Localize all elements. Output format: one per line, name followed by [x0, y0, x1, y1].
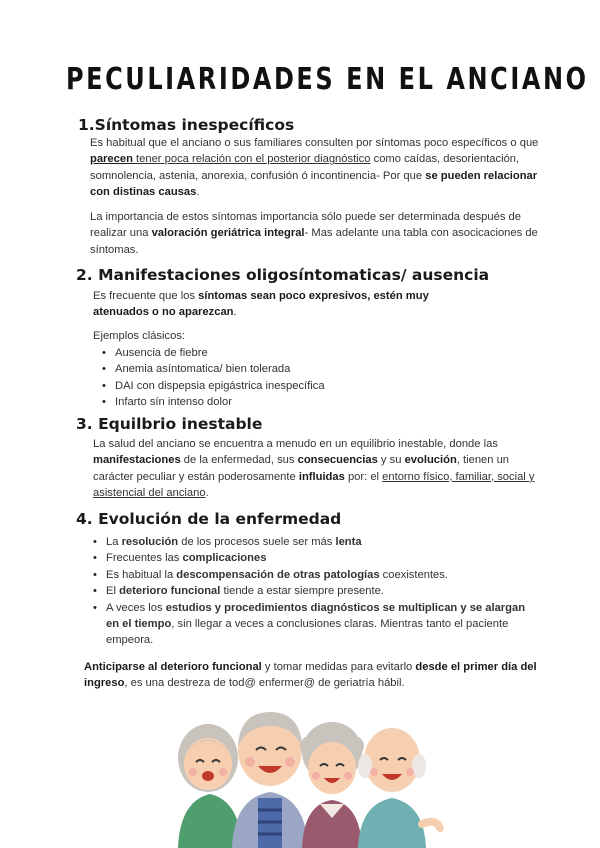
- list-item: • Ausencia de fiebre: [102, 345, 502, 361]
- list-item: [93, 567, 533, 583]
- list-item: [93, 534, 533, 550]
- text-run: A veces los: [106, 601, 166, 614]
- page-title: PECULIARIDADES EN EL ANCIANO: [66, 62, 589, 97]
- text-run: de la enfermedad, sus: [180, 454, 298, 467]
- elderly-man-teal-icon: [358, 728, 440, 848]
- examples-label: Ejemplos clásicos:: [93, 330, 186, 342]
- elderly-group-illustration: [160, 706, 450, 848]
- text-run: tiende a estar siempre presente.: [220, 585, 384, 598]
- section-1-paragraph-1: [90, 135, 540, 201]
- text-run: tener poca relación con el posterior diagnóstico: [132, 153, 371, 166]
- bold-text: valoración geriátrica integral: [151, 227, 305, 240]
- text-run: , sin llegar a veces a conclusiones claras. Mientras tanto el paciente empeora.: [106, 618, 509, 647]
- list-item: [93, 583, 533, 599]
- text-run: entorno físico, familiar, social y asistencial del anciano: [93, 470, 535, 500]
- text-run: o que: [507, 137, 539, 149]
- list-item: [93, 550, 533, 566]
- section-2-heading: 2. Manifestaciones oligosíntomaticas/ ausencia: [76, 266, 490, 284]
- text-run: y su: [377, 454, 405, 467]
- text-run: El: [106, 585, 120, 598]
- bold-text: parecen: [90, 153, 133, 166]
- bold-text: estudios y procedimientos diagnósticos se multiplican y se alargan en el tiempo: [106, 601, 526, 631]
- text-run: , es una destreza de tod@ enfermer@ de geriatría hábil.: [124, 677, 405, 690]
- text-run: .: [233, 306, 237, 319]
- text-run: La importancia de estos síntomas importancia sólo puede ser determinada después de realizar una: [90, 211, 521, 240]
- bold-text: deterioro funcional: [119, 585, 221, 598]
- text-run: La: [106, 536, 122, 548]
- text-run: - Mas adelante una tabla con asocicaciones de síntomas.: [90, 227, 538, 256]
- text-run: La salud del anciano se encuentra a menudo en un equilibrio inestable, donde las: [93, 438, 498, 450]
- text-run: Frecuentes las: [106, 552, 183, 565]
- bold-text: desde el primer día del ingreso: [84, 661, 537, 690]
- text-run: .: [205, 487, 209, 500]
- text-run: .: [196, 186, 200, 199]
- bold-text: influidas: [298, 470, 345, 483]
- section-2-paragraph: [93, 288, 463, 321]
- bold-text: se pueden relacionar con distinas causas: [90, 169, 538, 199]
- bold-text: consecuencias: [297, 454, 378, 467]
- bold-text: complicaciones: [182, 552, 267, 565]
- text-run: Es habitual que el anciano o sus familiares consulten por síntomas poco específicos: [90, 137, 508, 149]
- text-run: coexistentes.: [379, 568, 448, 581]
- evolution-list: [93, 534, 533, 649]
- section-3-heading: 3. Equilbrio inestable: [76, 415, 263, 433]
- elderly-woman-green-icon: [178, 724, 242, 848]
- bold-text: descompensación de otras patologías: [176, 568, 380, 581]
- bold-text: Anticiparse al deterioro funcional: [84, 661, 262, 673]
- elderly-woman-purple-icon: [300, 722, 364, 848]
- section-1-paragraph-2: [90, 209, 540, 258]
- section-1-heading: 1.Síntomas inespecíficos: [78, 116, 295, 134]
- bold-text: lenta: [335, 536, 362, 548]
- bold-text: manifestaciones: [93, 454, 181, 467]
- bold-text: evolución: [404, 454, 457, 467]
- closing-paragraph: [84, 659, 544, 692]
- text-run: de los procesos suele ser más: [178, 536, 336, 548]
- list-item: • DAI con dispepsia epigástrica inespecífica: [102, 378, 502, 394]
- list-item: • Anemia asíntomatica/ bien tolerada: [102, 361, 502, 377]
- text-run: , tienen un carácter peculiar y están poderosamente: [93, 454, 510, 483]
- text-run: por: el: [344, 470, 383, 483]
- section-4-heading: 4. Evolución de la enfermedad: [76, 510, 342, 528]
- elderly-man-striped-icon: [232, 712, 308, 848]
- text-run: y tomar medidas para evitarlo: [261, 661, 416, 673]
- text-run: Es frecuente que los: [93, 290, 199, 302]
- section-3-paragraph: [93, 436, 535, 502]
- bold-text: resolución: [121, 536, 179, 548]
- list-item: • Infarto sín intenso dolor: [102, 394, 502, 410]
- text-run: Es habitual la: [106, 568, 177, 581]
- bold-text: síntomas sean poco expresivos, estén muy atenuados o no aparezcan: [93, 290, 429, 319]
- text-run: como caídas, desorientación, somnolencia, astenia, anorexia, confusión ó incontinencia- Por que: [90, 153, 520, 182]
- list-item: [93, 600, 533, 649]
- examples-list: [102, 345, 502, 411]
